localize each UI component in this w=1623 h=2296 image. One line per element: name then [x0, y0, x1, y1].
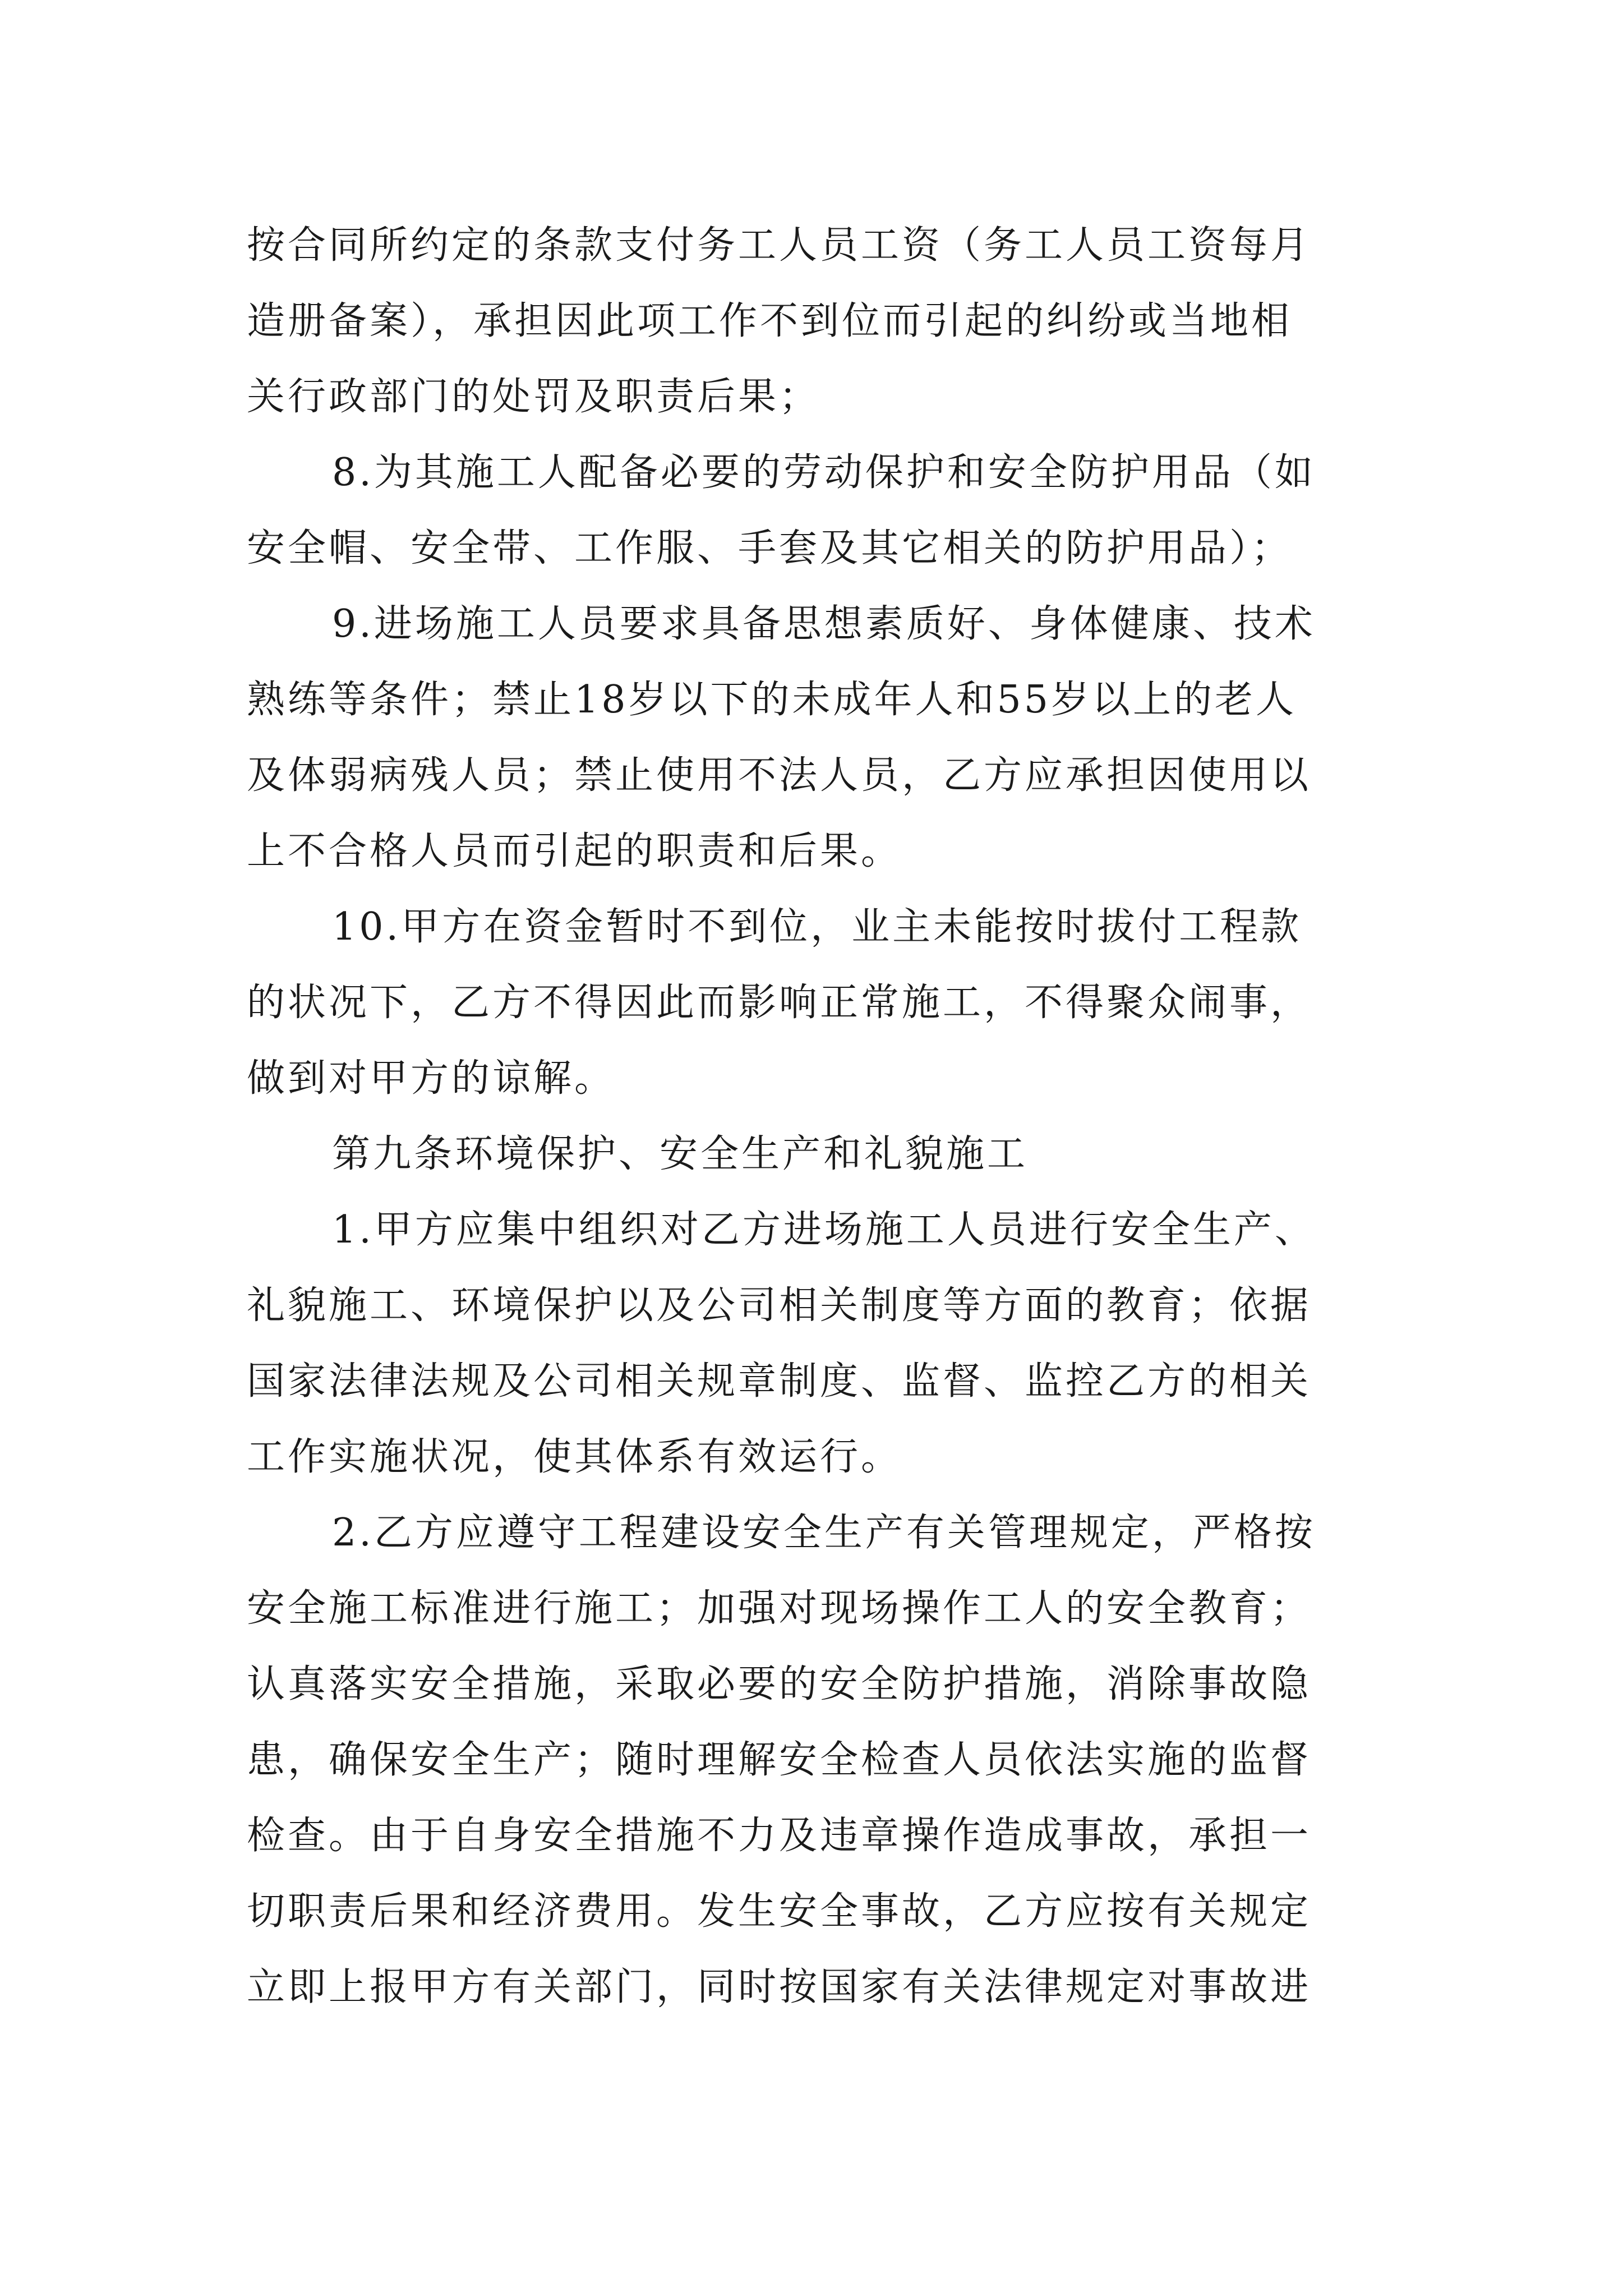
text-line: 安全帽、安全带、工作服、手套及其它相关的防护用品）； — [247, 526, 1293, 570]
clause-8-line: 8.为其施工人配备必要的劳动保护和安全防护用品（如 — [332, 450, 1316, 495]
text-line: 造册备案），承担因此项工作不到位而引起的纠纷或当地相 — [247, 299, 1293, 343]
text-line: 检查。由于自身安全措施不力及违章操作造成事故，承担一 — [247, 1814, 1312, 1858]
text-line: 国家法律法规及公司相关规章制度、监督、监控乙方的相关 — [247, 1359, 1312, 1404]
text-line: 礼貌施工、环境保护以及公司相关制度等方面的教育；依据 — [247, 1283, 1312, 1328]
clause-2-line: 2.乙方应遵守工程建设安全生产有关管理规定，严格按 — [332, 1511, 1316, 1555]
text-line: 熟练等条件；禁止18岁以下的未成年人和55岁以上的老人 — [247, 678, 1297, 722]
clause-9-line: 9.进场施工人员要求具备思想素质好、身体健康、技术 — [332, 602, 1316, 646]
text-line: 切职责后果和经济费用。发生安全事故，乙方应按有关规定 — [247, 1889, 1312, 1934]
text-line: 上不合格人员而引起的职责和后果。 — [247, 829, 902, 873]
text-line: 安全施工标准进行施工；加强对现场操作工人的安全教育； — [247, 1586, 1312, 1631]
clause-1-line: 1.甲方应集中组织对乙方进场施工人员进行安全生产、 — [332, 1208, 1316, 1252]
text-line: 工作实施状况，使其体系有效运行。 — [247, 1435, 902, 1479]
text-line: 关行政部门的处罚及职责后果； — [247, 375, 820, 419]
text-line: 的状况下，乙方不得因此而影响正常施工，不得聚众闹事， — [247, 981, 1312, 1025]
text-line: 按合同所约定的条款支付务工人员工资（务工人员工资每月 — [247, 223, 1312, 268]
text-line: 及体弱病残人员；禁止使用不法人员，乙方应承担因使用以 — [247, 753, 1312, 798]
clause-10-line: 10.甲方在资金暂时不到位，业主未能按时拔付工程款 — [332, 905, 1302, 949]
text-line: 认真落实安全措施，采取必要的安全防护措施，消除事故隐 — [247, 1662, 1312, 1706]
body-text — [247, 208, 1385, 2025]
text-line: 做到对甲方的谅解。 — [247, 1056, 616, 1101]
text-line: 立即上报甲方有关部门，同时按国家有关法律规定对事故进 — [247, 1965, 1312, 2009]
section-heading: 第九条环境保护、安全生产和礼貌施工 — [332, 1132, 1029, 1176]
text-line: 患，确保安全生产；随时理解安全检查人员依法实施的监督 — [247, 1738, 1312, 1782]
